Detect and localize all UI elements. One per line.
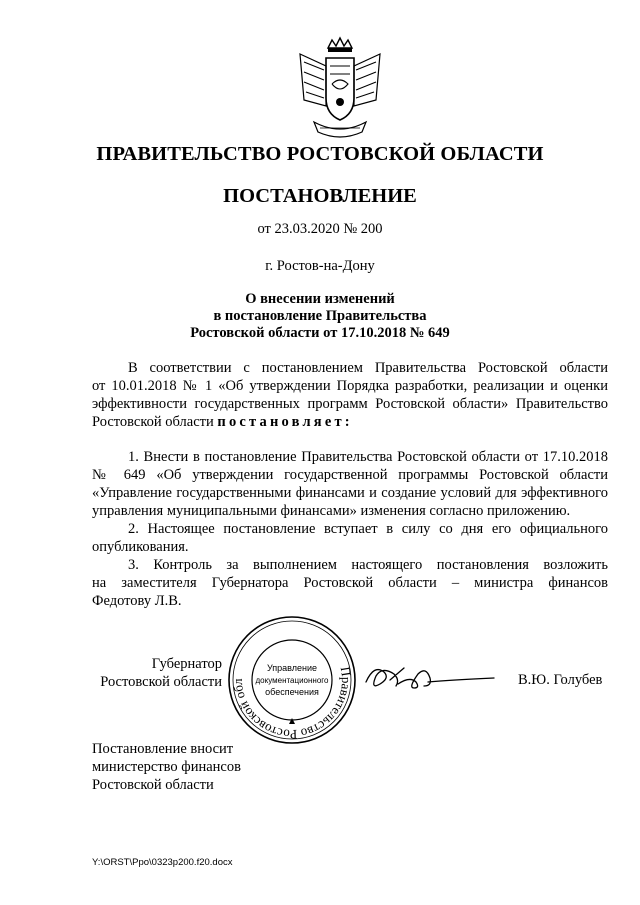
document-date-number: от 23.03.2020 № 200 — [257, 221, 383, 237]
signatory-name: В.Ю. Голубев — [518, 672, 603, 688]
document-type-title: ПОСТАНОВЛЕНИЕ — [223, 185, 417, 207]
organization-title: ПРАВИТЕЛЬСТВО РОСТОВСКОЙ ОБЛАСТИ — [96, 143, 544, 165]
stamp-icon — [226, 614, 358, 746]
coat-of-arms-icon — [290, 36, 390, 146]
preamble-line: от 10.01.2018 № 1 «Об утверждении Порядка разработки, реализации и оценки — [92, 378, 608, 394]
document-city: г. Ростов-на-Дону — [265, 258, 375, 274]
document-subject — [0, 291, 640, 342]
subject-line: Ростовской области от 17.10.2018 № 649 — [190, 325, 450, 341]
preamble-text: Ростовской области — [92, 414, 218, 430]
item-3-line: на заместителя Губернатора Ростовской области – министра финансов — [92, 575, 608, 591]
preamble-line: эффективности государственных программ Ростовской области» Правительство — [92, 396, 608, 412]
item-1-line: «Управление государственными финансами и создание условий для эффективного — [92, 485, 608, 501]
resolves-keyword: постановляет: — [217, 414, 353, 430]
item-2-line: 2. Настоящее постановление вступает в силу со дня его официального — [128, 521, 608, 537]
item-2-line: опубликования. — [92, 539, 189, 555]
signatory-role-line: Ростовской области — [100, 674, 222, 690]
preamble-line — [92, 413, 608, 431]
preamble-line: В соответствии с постановлением Правительства Ростовской области — [128, 360, 608, 376]
resolution-items — [92, 448, 608, 610]
file-path: Y:\ORST\Ppo\0323p200.f20.docx — [92, 857, 233, 868]
submitter-line: министерство финансов — [92, 759, 241, 775]
signatory-role — [92, 655, 222, 691]
item-1-line: 1. Внести в постановление Правительства Ростовской области от 17.10.2018 — [128, 449, 608, 465]
preamble-paragraph — [92, 359, 608, 431]
item-3-line: 3. Контроль за выполнением настоящего постановления возложить — [128, 557, 608, 573]
submitter-line: Ростовской области — [92, 777, 214, 793]
submitter-note — [92, 740, 241, 794]
stamp-ring-text: Правительство Ростовской обл — [229, 665, 355, 743]
item-1-line: управления муниципальными финансами» изменения согласно приложению. — [92, 503, 571, 519]
item-1-line: № 649 «Об утверждении государственной программы Ростовской области — [92, 467, 608, 483]
subject-line: в постановление Правительства — [213, 308, 427, 324]
signature-icon — [360, 658, 500, 698]
subject-line: О внесении изменений — [245, 291, 395, 307]
stamp-inner-line: обеспечения — [265, 687, 319, 697]
submitter-line: Постановление вносит — [92, 741, 234, 757]
stamp-inner-line: документационного — [255, 676, 329, 685]
stamp-inner-line: Управление — [266, 663, 318, 673]
item-3-line: Федотову Л.В. — [92, 593, 182, 609]
signatory-role-line: Губернатор — [151, 656, 222, 672]
